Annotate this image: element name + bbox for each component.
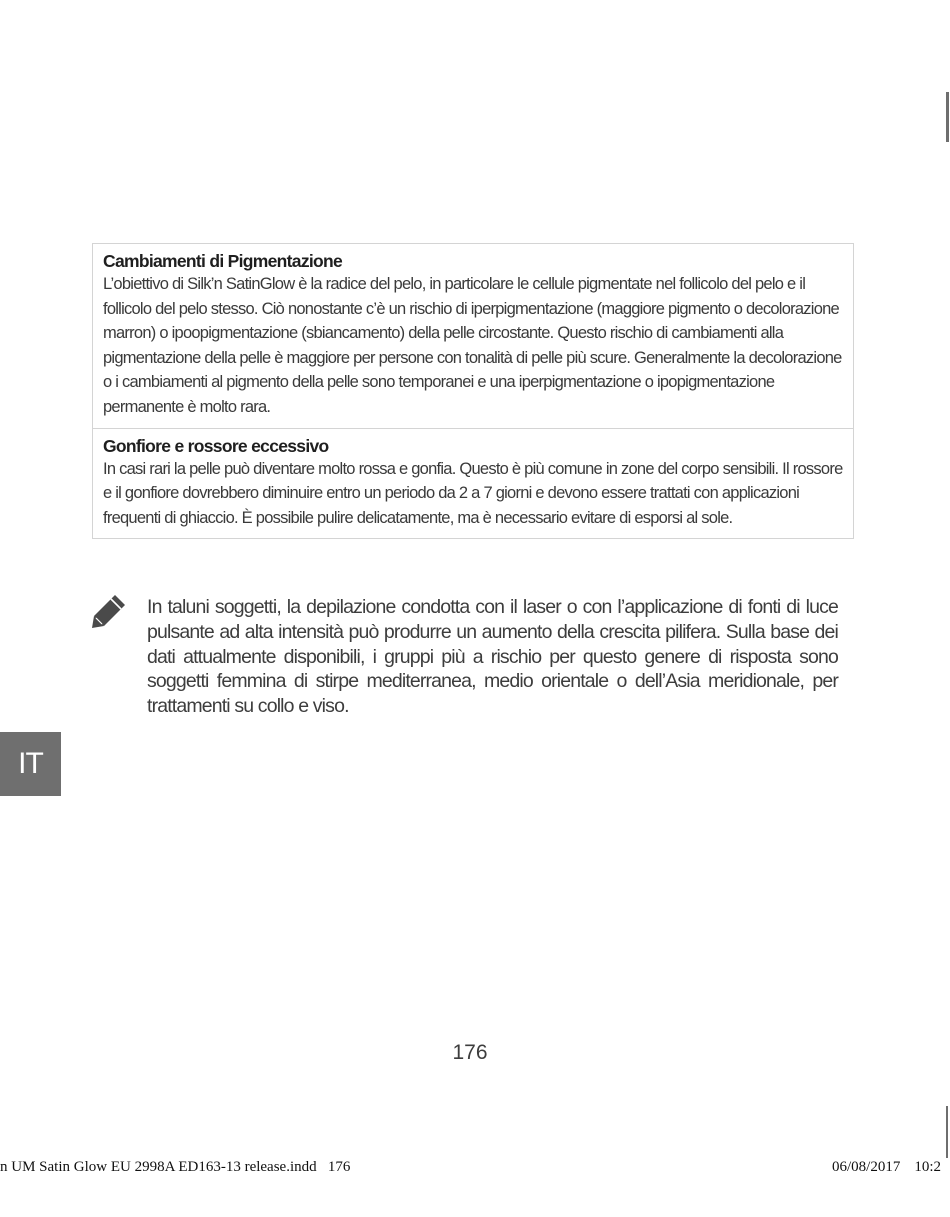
crop-mark-top [946, 92, 949, 142]
info-table [92, 243, 854, 539]
page-number: 176 [452, 1041, 488, 1064]
note-text: In taluni soggetti, la depilazione condotta con il laser o con l’applicazione di fonti di luce pulsante ad alta intensità può produrre un aumento della crescita pilifera. Sulla base dei dati attualmente disponibili, i gruppi più a rischio per questo genere di risposta sono soggetti femmina di stirpe mediterranea, medio orientale o dell’Asia meridionale, per trattamenti su collo e viso. [147, 596, 838, 718]
slug-date: 06/08/2017 [832, 1159, 901, 1175]
language-tab-label: IT [18, 747, 43, 780]
slug-datetime [832, 1159, 941, 1176]
pencil-icon [91, 593, 127, 629]
slug-file: n UM Satin Glow EU 2998A ED163-13 release.indd [0, 1159, 317, 1175]
slug-file-page: 176 [327, 1159, 351, 1175]
section-body: L’obiettivo di Silk’n SatinGlow è la radice del pelo, in particolare le cellule pigmentate nel follicolo del pelo e il follicolo del pelo stesso. Ciò nonostante c’è un rischio di iperpigmentazione (maggiore pigmento o decolorazione marron) o ipoopigmentazione (sbiancamento) della pelle circostante. Questo rischio di cambiamenti alla pigmentazione della pelle è maggiore per persone con tonalità di pelle più scure. Generalmente la decolorazione o i cambiamenti al pigmento della pelle sono temporanei e una iperpigmentazione o ipopigmentazione permanente è molto rara. [103, 275, 842, 416]
section-pigmentation [93, 244, 853, 428]
section-title: Gonfiore e rossore eccessivo [103, 435, 329, 456]
section-title: Cambiamenti di Pigmentazione [103, 251, 343, 271]
language-tab [0, 732, 61, 796]
slug-filename [0, 1159, 350, 1176]
section-body: In casi rari la pelle può diventare molto rossa e gonfia. Questo è più comune in zone del corpo sensibili. Il rossore e il gonfiore dovrebbero diminuire entro un periodo da 2 a 7 giorni e devono essere trattati con applicazioni frequenti di ghiaccio. È possibile pulire delicatamente, ma è necessario evitare di esporsi al sole. [103, 459, 843, 527]
section-swelling [93, 428, 853, 539]
crop-mark-bottom [946, 1106, 948, 1158]
slug-time: 10:2 [914, 1159, 942, 1175]
